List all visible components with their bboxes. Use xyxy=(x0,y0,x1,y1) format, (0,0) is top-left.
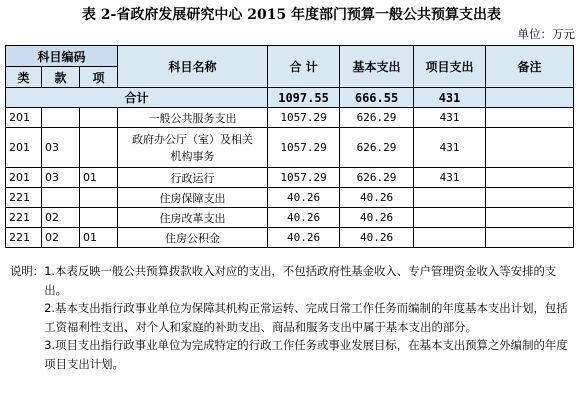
cell-remark xyxy=(486,108,574,128)
cell-total: 40.26 xyxy=(268,208,340,228)
cell-kuan: 02 xyxy=(42,228,80,248)
notes-lead: 说明： xyxy=(10,264,45,278)
cell-project: 431 xyxy=(414,168,486,188)
cell-xiang: 01 xyxy=(80,168,118,188)
cell-remark xyxy=(486,188,574,208)
total-remark xyxy=(486,88,574,108)
cell-name: 住房保障支出 xyxy=(118,188,268,208)
total-project: 431 xyxy=(414,88,486,108)
cell-kuan: 03 xyxy=(42,128,80,168)
cell-total: 40.26 xyxy=(268,228,340,248)
header-total: 合 计 xyxy=(268,46,340,88)
cell-xiang xyxy=(80,188,118,208)
note-item xyxy=(10,299,578,336)
cell-lei: 201 xyxy=(6,108,42,128)
header-project: 项目支出 xyxy=(414,46,486,88)
cell-name: 行政运行 xyxy=(118,168,268,188)
cell-lei: 221 xyxy=(6,228,42,248)
cell-kuan xyxy=(42,188,80,208)
table-row xyxy=(6,228,574,248)
header-lei: 类 xyxy=(6,67,42,88)
table-title: 表 2-省政府发展研究中心 2015 年度部门预算一般公共预算支出表 xyxy=(81,7,502,23)
cell-total: 1057.29 xyxy=(268,128,340,168)
budget-table xyxy=(5,45,574,248)
header-basic: 基本支出 xyxy=(340,46,414,88)
cell-lei: 221 xyxy=(6,188,42,208)
cell-project xyxy=(414,208,486,228)
note-text: 2.基本支出指行政事业单位为保障其机构正常运转、完成日常工作任务而编制的年度基本支出计划，包括工资福利性支出、对个人和家庭的补助支出、商品和服务支出中属于基本支出的部分。 xyxy=(44,301,568,334)
cell-xiang xyxy=(80,108,118,128)
table-row xyxy=(6,108,574,128)
total-row xyxy=(6,88,574,108)
header-kuan: 款 xyxy=(42,67,80,88)
cell-lei: 201 xyxy=(6,168,42,188)
cell-xiang xyxy=(80,208,118,228)
note-text: 3.项目支出指行政事业单位为完成特定的行政工作任务或事业发展目标，在基本支出预算之外编制的年度项目支出计划。 xyxy=(44,338,568,371)
unit-label: 单位：万元 xyxy=(517,27,575,41)
cell-kuan: 02 xyxy=(42,208,80,228)
cell-basic: 626.29 xyxy=(340,128,414,168)
cell-name: 住房改革支出 xyxy=(118,208,268,228)
header-name: 科目名称 xyxy=(118,46,268,88)
cell-total: 1057.29 xyxy=(268,108,340,128)
table-row xyxy=(6,188,574,208)
note-item xyxy=(10,336,578,373)
header-remark: 备注 xyxy=(486,46,574,88)
note-text: 1.本表反映一般公共预算拨款收入对应的支出，不包括政府性基金收入、专户管理资金收入等安排的支出。 xyxy=(44,264,557,297)
cell-basic: 40.26 xyxy=(340,208,414,228)
cell-basic: 40.26 xyxy=(340,188,414,208)
cell-project xyxy=(414,228,486,248)
cell-remark xyxy=(486,128,574,168)
cell-name: 住房公积金 xyxy=(118,228,268,248)
cell-project: 431 xyxy=(414,108,486,128)
total-label: 合计 xyxy=(6,88,268,108)
cell-remark xyxy=(486,228,574,248)
cell-remark xyxy=(486,208,574,228)
cell-total: 1057.29 xyxy=(268,168,340,188)
note-item xyxy=(10,262,578,299)
cell-remark xyxy=(486,168,574,188)
notes-section xyxy=(10,262,578,373)
table-row xyxy=(6,208,574,228)
cell-basic: 626.29 xyxy=(340,108,414,128)
total-basic: 666.55 xyxy=(340,88,414,108)
cell-lei: 201 xyxy=(6,128,42,168)
cell-total: 40.26 xyxy=(268,188,340,208)
cell-project xyxy=(414,188,486,208)
cell-basic: 626.29 xyxy=(340,168,414,188)
cell-name: 一般公共服务支出 xyxy=(118,108,268,128)
cell-name: 政府办公厅（室）及相关机构事务 xyxy=(118,128,268,168)
table-row xyxy=(6,128,574,168)
cell-kuan: 03 xyxy=(42,168,80,188)
cell-kuan xyxy=(42,108,80,128)
header-code-group: 科目编码 xyxy=(6,46,118,67)
header-xiang: 项 xyxy=(80,67,118,88)
cell-xiang xyxy=(80,128,118,168)
table-row xyxy=(6,168,574,188)
cell-project: 431 xyxy=(414,128,486,168)
cell-lei: 221 xyxy=(6,208,42,228)
cell-xiang: 01 xyxy=(80,228,118,248)
cell-basic: 40.26 xyxy=(340,228,414,248)
total-total: 1097.55 xyxy=(268,88,340,108)
